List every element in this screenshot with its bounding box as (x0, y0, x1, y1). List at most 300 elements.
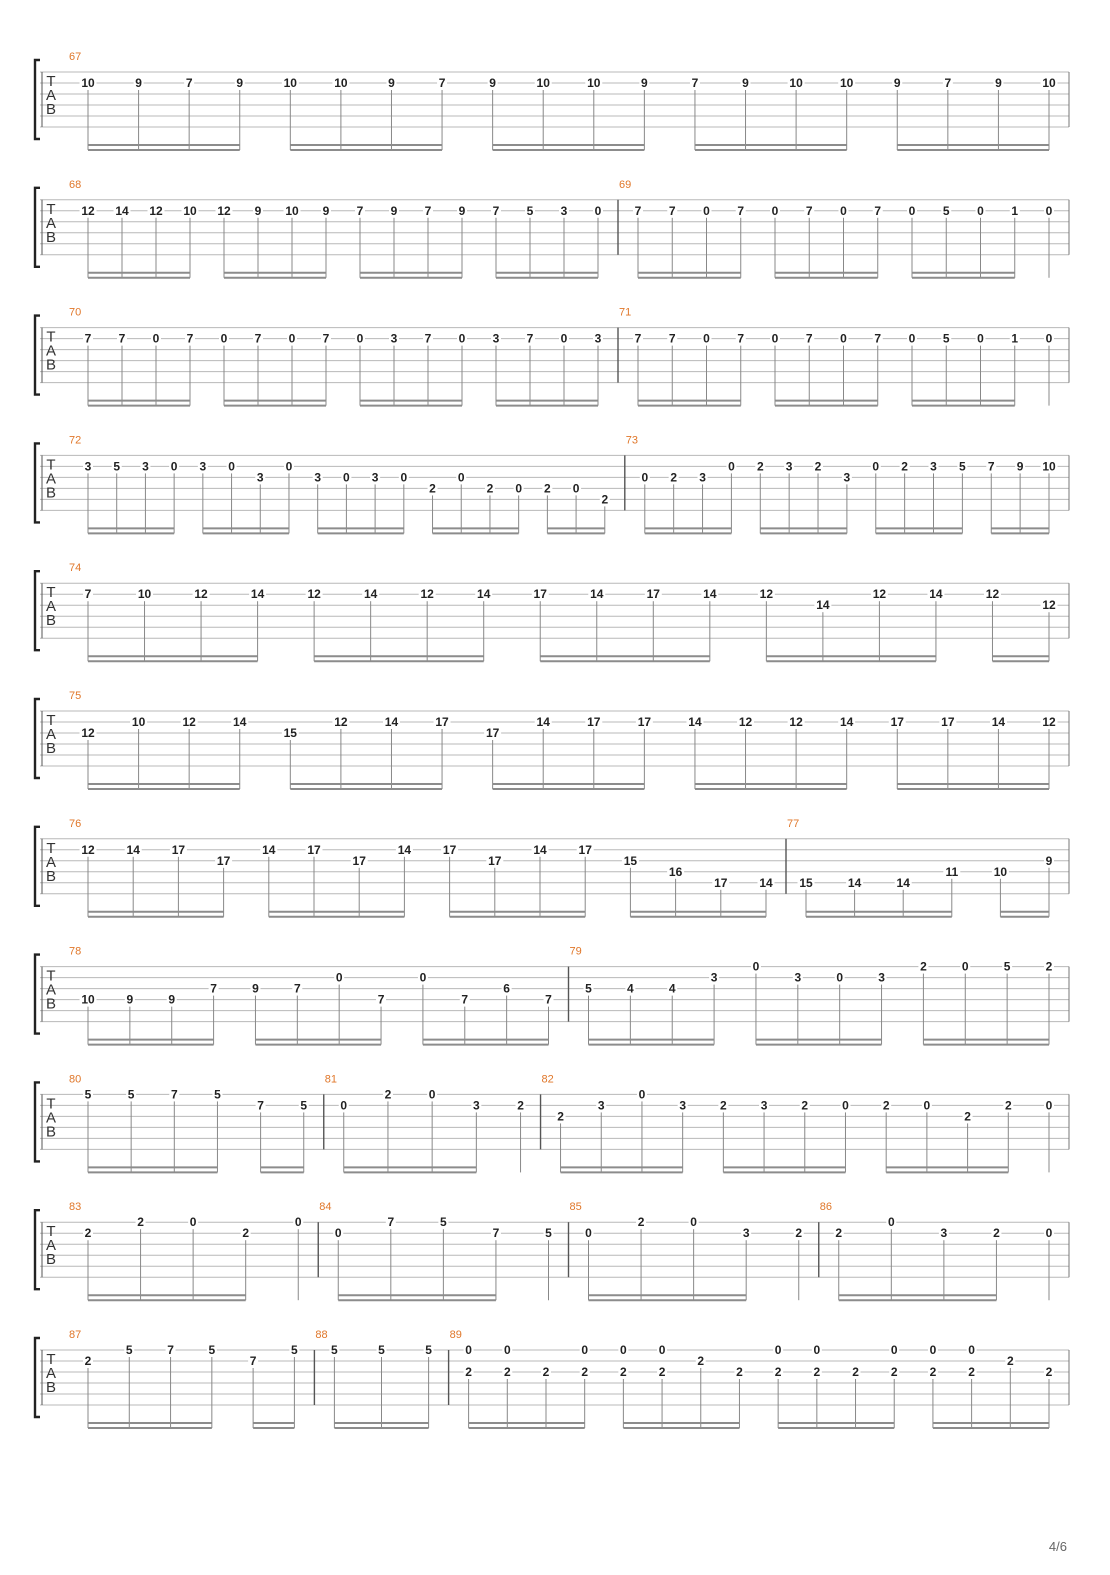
fret-number: 2 (517, 1098, 524, 1113)
fret-number: 2 (429, 481, 436, 496)
fret-number: 12 (1042, 598, 1056, 613)
fret-number: 7 (526, 331, 534, 346)
fret-number: 0 (170, 459, 178, 474)
fret-number: 16 (668, 864, 683, 879)
fret-number: 0 (908, 331, 916, 346)
fret-number: 14 (703, 587, 717, 602)
fret-number: 9 (1045, 853, 1053, 868)
page-number: 4/6 (1048, 1539, 1067, 1554)
fret-number: 7 (987, 459, 995, 474)
fret-number: 12 (738, 715, 753, 729)
system-bracket (35, 316, 40, 395)
fret-number: 5 (113, 459, 121, 474)
fret-number: 5 (1003, 959, 1011, 974)
fret-number: 3 (710, 970, 718, 985)
fret-number: 9 (489, 76, 496, 90)
fret-number: 0 (515, 481, 523, 496)
fret-number: 14 (896, 875, 910, 890)
fret-number: 5 (125, 1343, 133, 1357)
fret-number: 0 (560, 331, 568, 346)
fret-number: 10 (1042, 459, 1056, 474)
fret-number: 7 (424, 203, 432, 218)
fret-number: 9 (458, 203, 466, 218)
measure-number: 83 (69, 1201, 82, 1214)
clef-letter-a: A (45, 981, 57, 999)
measure-number: 72 (69, 434, 82, 447)
fret-number: 17 (578, 842, 592, 857)
clef-letter-t: T (46, 73, 56, 90)
clef-letter-a: A (45, 342, 57, 360)
fret-number: 15 (799, 875, 813, 890)
fret-number: 7 (737, 203, 745, 218)
measure-number: 85 (569, 1201, 582, 1214)
fret-number: 5 (208, 1343, 216, 1357)
fret-number: 10 (183, 203, 197, 218)
fret-number: 0 (1045, 331, 1053, 346)
fret-number: 7 (874, 203, 882, 218)
measure-number: 71 (619, 306, 632, 319)
fret-number: 9 (641, 76, 648, 90)
measure-number: 67 (69, 51, 82, 63)
fret-number: 15 (623, 853, 638, 868)
fret-number: 2 (968, 1365, 975, 1379)
fret-number: 2 (384, 1087, 392, 1102)
fret-number: 7 (944, 76, 952, 90)
fret-number: 0 (340, 1098, 348, 1113)
fret-number: 14 (250, 587, 265, 602)
fret-number: 2 (835, 1226, 843, 1241)
fret-number: 2 (814, 459, 822, 474)
fret-number: 2 (544, 481, 551, 496)
fret-number: 0 (220, 331, 228, 346)
clef-letter-b: B (45, 1123, 57, 1141)
fret-number: 0 (728, 459, 735, 474)
clef-letter-b: B (45, 1379, 57, 1396)
clef-letter-a: A (45, 853, 57, 871)
fret-number: 0 (977, 203, 984, 218)
fret-number: 0 (968, 1343, 975, 1357)
clef-letter-b: B (45, 612, 57, 630)
fret-number: 7 (210, 981, 217, 996)
fret-number: 0 (887, 1215, 895, 1230)
fret-number: 2 (697, 1354, 705, 1368)
fret-number: 17 (216, 853, 231, 868)
fret-number: 0 (638, 1087, 646, 1102)
clef-letter-a: A (45, 214, 57, 232)
measure-number: 76 (69, 817, 82, 830)
fret-number: 0 (152, 331, 160, 346)
fret-number: 0 (334, 1226, 342, 1241)
fret-number: 7 (634, 203, 642, 218)
fret-number: 0 (503, 1343, 511, 1357)
fret-number: 14 (590, 587, 604, 602)
fret-number: 7 (805, 331, 813, 346)
fret-number: 5 (526, 203, 534, 218)
fret-number: 9 (236, 76, 244, 90)
fret-number: 7 (118, 331, 126, 346)
fret-number: 2 (920, 959, 927, 974)
fret-number: 11 (945, 864, 959, 879)
fret-number: 7 (167, 1343, 174, 1357)
clef-letter-a: A (45, 1109, 57, 1127)
fret-number: 0 (872, 459, 880, 474)
fret-number: 17 (533, 587, 547, 602)
system-bracket (35, 1338, 40, 1417)
fret-number: 7 (322, 331, 330, 346)
fret-number: 0 (771, 331, 779, 346)
clef-letter-a: A (45, 1237, 57, 1255)
fret-number: 2 (795, 1226, 803, 1241)
fret-number: 3 (560, 203, 568, 218)
fret-number: 0 (1045, 203, 1053, 218)
measure-number: 86 (819, 1201, 832, 1214)
fret-number: 0 (465, 1343, 472, 1357)
clef-letter-t: T (46, 1095, 56, 1113)
fret-number: 0 (703, 203, 710, 218)
fret-number: 9 (322, 203, 330, 218)
fret-number: 7 (186, 331, 194, 346)
fret-number: 5 (440, 1215, 447, 1230)
fret-number: 0 (458, 331, 466, 346)
fret-number: 7 (492, 203, 500, 218)
fret-number: 2 (1045, 959, 1053, 974)
fret-number: 3 (594, 331, 602, 346)
fret-number: 3 (785, 459, 793, 474)
clef-letter-b: B (45, 1251, 57, 1269)
fret-number: 9 (390, 203, 398, 218)
fret-number: 2 (84, 1226, 92, 1241)
measure-number: 77 (787, 817, 800, 830)
fret-number: 5 (84, 1087, 92, 1102)
fret-number: 17 (171, 842, 186, 857)
fret-number: 3 (473, 1098, 480, 1113)
fret-number: 12 (81, 203, 95, 218)
fret-number: 4 (668, 981, 676, 996)
fret-number: 2 (852, 1365, 859, 1379)
fret-number: 10 (283, 76, 297, 90)
fret-number: 10 (137, 587, 152, 602)
fret-number: 14 (233, 715, 247, 729)
measure-number: 79 (569, 945, 582, 958)
fret-number: 12 (759, 587, 774, 602)
fret-number: 3 (699, 470, 706, 485)
fret-number: 2 (542, 1365, 550, 1379)
system-bracket (35, 443, 40, 522)
fret-number: 4 (627, 981, 634, 996)
fret-number: 2 (964, 1109, 971, 1124)
fret-number: 3 (930, 459, 937, 474)
fret-number: 7 (84, 587, 92, 602)
fret-number: 9 (388, 76, 395, 90)
fret-number: 7 (377, 992, 385, 1007)
fret-number: 5 (585, 981, 592, 996)
measure-number: 82 (541, 1073, 554, 1086)
fret-number: 2 (774, 1365, 782, 1379)
fret-number: 2 (486, 481, 494, 496)
fret-number: 2 (465, 1365, 472, 1379)
fret-number: 3 (492, 331, 500, 346)
fret-number: 0 (836, 970, 844, 985)
fret-number: 2 (901, 459, 908, 474)
fret-number: 12 (217, 203, 231, 218)
fret-number: 7 (634, 331, 642, 346)
fret-number: 3 (314, 470, 322, 485)
fret-number: 2 (882, 1098, 890, 1113)
fret-number: 2 (1045, 1365, 1053, 1379)
fret-number: 0 (620, 1343, 627, 1357)
fret-number: 0 (840, 203, 847, 218)
measure-number: 89 (449, 1329, 462, 1341)
fret-number: 0 (771, 203, 779, 218)
fret-number: 12 (194, 587, 208, 602)
fret-number: 14 (847, 875, 862, 890)
clef-letter-b: B (45, 867, 57, 885)
fret-number: 5 (425, 1343, 432, 1357)
fret-number: 17 (941, 715, 955, 729)
fret-number: 0 (335, 970, 343, 985)
measure-number: 69 (619, 178, 632, 191)
fret-number: 17 (435, 715, 449, 729)
fret-number: 17 (637, 715, 652, 729)
fret-number: 5 (291, 1343, 298, 1357)
fret-number: 0 (908, 203, 916, 218)
fret-number: 3 (878, 970, 885, 985)
fret-number: 0 (703, 331, 710, 346)
fret-number: 14 (536, 715, 550, 729)
clef-letter-a: A (45, 470, 57, 488)
fret-number: 14 (262, 842, 276, 857)
fret-number: 14 (688, 715, 702, 729)
fret-number: 10 (536, 76, 550, 90)
fret-number: 0 (813, 1343, 821, 1357)
fret-number: 0 (189, 1215, 197, 1230)
fret-number: 1 (1011, 331, 1019, 346)
measure-number: 75 (69, 690, 82, 702)
fret-number: 14 (363, 587, 378, 602)
system-bracket (35, 1082, 40, 1161)
clef-letter-b: B (45, 995, 57, 1013)
fret-number: 14 (115, 203, 129, 218)
fret-number: 5 (300, 1098, 308, 1113)
measure-number: 78 (69, 945, 82, 958)
fret-number: 0 (977, 331, 984, 346)
fret-number: 2 (637, 1215, 645, 1230)
fret-number: 3 (742, 1226, 750, 1241)
fret-number: 17 (442, 842, 457, 857)
measure-number: 84 (319, 1201, 332, 1214)
fret-number: 12 (789, 715, 803, 729)
fret-number: 5 (331, 1343, 338, 1357)
fret-number: 9 (742, 76, 749, 90)
fret-number: 2 (503, 1365, 511, 1379)
fret-number: 7 (254, 331, 262, 346)
fret-number: 2 (242, 1226, 250, 1241)
fret-number: 9 (995, 76, 1002, 90)
clef-letter-t: T (46, 839, 56, 857)
fret-number: 7 (737, 331, 745, 346)
fret-number: 0 (288, 331, 296, 346)
system-bracket (35, 188, 40, 267)
fret-number: 2 (929, 1365, 937, 1379)
fret-number: 9 (135, 76, 142, 90)
fret-number: 2 (601, 492, 609, 507)
measure-number: 81 (324, 1073, 337, 1086)
fret-number: 7 (170, 1087, 178, 1102)
fret-number: 3 (199, 459, 207, 474)
fret-number: 10 (587, 76, 601, 90)
fret-number: 2 (813, 1365, 821, 1379)
fret-number: 7 (84, 331, 92, 346)
measure-number: 87 (69, 1329, 82, 1341)
fret-number: 10 (131, 715, 146, 729)
clef-letter-b: B (45, 228, 57, 246)
fret-number: 17 (646, 587, 660, 602)
fret-number: 3 (679, 1098, 686, 1113)
fret-number: 0 (428, 1087, 436, 1102)
clef-letter-b: B (45, 484, 57, 502)
fret-number: 7 (461, 992, 469, 1007)
fret-number: 12 (182, 715, 196, 729)
fret-number: 6 (503, 981, 510, 996)
fret-number: 17 (714, 875, 728, 890)
fret-number: 7 (249, 1354, 257, 1368)
fret-number: 14 (533, 842, 547, 857)
system-bracket (35, 955, 40, 1034)
fret-number: 0 (228, 459, 235, 474)
fret-number: 12 (81, 726, 95, 740)
fret-number: 12 (985, 587, 1000, 602)
fret-number: 7 (293, 981, 301, 996)
fret-number: 2 (581, 1365, 589, 1379)
fret-number: 12 (149, 203, 163, 218)
clef-letter-t: T (46, 200, 56, 218)
fret-number: 0 (923, 1098, 931, 1113)
fret-number: 5 (127, 1087, 135, 1102)
fret-number: 14 (816, 598, 830, 613)
fret-number: 10 (840, 76, 854, 90)
clef-letter-t: T (46, 456, 56, 474)
fret-number: 7 (387, 1215, 395, 1230)
fret-number: 9 (1016, 459, 1024, 474)
fret-number: 17 (488, 853, 502, 868)
fret-number: 2 (756, 459, 764, 474)
fret-number: 0 (1045, 1098, 1053, 1113)
measure-number: 70 (69, 306, 82, 319)
fret-number: 14 (477, 587, 491, 602)
fret-number: 17 (307, 842, 321, 857)
fret-number: 3 (760, 1098, 768, 1113)
clef-letter-t: T (46, 584, 56, 602)
fret-number: 7 (185, 76, 193, 90)
fret-number: 2 (1006, 1354, 1014, 1368)
measure-number: 73 (625, 434, 639, 447)
fret-number: 0 (658, 1343, 666, 1357)
fret-number: 0 (294, 1215, 302, 1230)
fret-number: 0 (1045, 1226, 1053, 1241)
fret-number: 10 (334, 76, 348, 90)
fret-number: 9 (126, 992, 134, 1007)
fret-number: 7 (668, 203, 676, 218)
fret-number: 3 (940, 1226, 948, 1241)
clef-letter-a: A (45, 726, 57, 743)
fret-number: 10 (81, 992, 95, 1007)
fret-number: 17 (890, 715, 904, 729)
clef-letter-t: T (46, 967, 56, 985)
system-bracket (35, 827, 40, 906)
fret-number: 3 (794, 970, 802, 985)
clef-letter-b: B (45, 740, 57, 757)
fret-number: 0 (840, 331, 847, 346)
fret-number: 3 (84, 459, 92, 474)
fret-number: 14 (929, 587, 943, 602)
fret-number: 7 (545, 992, 552, 1007)
fret-number: 7 (424, 331, 432, 346)
fret-number: 0 (419, 970, 427, 985)
fret-number: 12 (307, 587, 321, 602)
fret-number: 0 (356, 331, 364, 346)
fret-number: 12 (872, 587, 887, 602)
fret-number: 0 (585, 1226, 592, 1241)
fret-number: 5 (942, 203, 950, 218)
fret-number: 9 (254, 203, 262, 218)
clef-letter-a: A (45, 598, 57, 616)
fret-number: 7 (492, 1226, 500, 1241)
fret-number: 14 (759, 875, 773, 890)
fret-number: 2 (670, 470, 678, 485)
fret-number: 3 (597, 1098, 605, 1113)
clef-letter-b: B (45, 356, 57, 374)
fret-number: 7 (668, 331, 676, 346)
fret-number: 7 (257, 1098, 264, 1113)
clef-letter-b: B (45, 101, 57, 118)
measure-number: 74 (69, 562, 82, 575)
measure-number: 68 (69, 178, 82, 191)
fret-number: 0 (752, 959, 760, 974)
fret-number: 0 (929, 1343, 937, 1357)
fret-number: 14 (384, 715, 399, 729)
fret-number: 15 (283, 726, 297, 740)
fret-number: 14 (126, 842, 140, 857)
fret-number: 10 (993, 864, 1008, 879)
clef-letter-t: T (46, 1223, 56, 1241)
fret-number: 2 (993, 1226, 1000, 1241)
fret-number: 2 (720, 1098, 727, 1113)
fret-number: 0 (343, 470, 350, 485)
fret-number: 2 (658, 1365, 666, 1379)
fret-number: 5 (959, 459, 966, 474)
fret-number: 12 (334, 715, 348, 729)
fret-number: 14 (397, 842, 412, 857)
measure-number: 88 (315, 1329, 328, 1341)
fret-number: 0 (581, 1343, 589, 1357)
fret-number: 2 (137, 1215, 144, 1230)
fret-number: 0 (594, 203, 602, 218)
fret-number: 0 (457, 470, 465, 485)
fret-number: 2 (557, 1109, 564, 1124)
fret-number: 3 (843, 470, 851, 485)
fret-number: 0 (842, 1098, 849, 1113)
fret-number: 2 (801, 1098, 809, 1113)
system-bracket (35, 1210, 40, 1289)
clef-letter-a: A (45, 1365, 57, 1382)
system-bracket (35, 699, 40, 778)
fret-number: 2 (84, 1354, 92, 1368)
fret-number: 9 (893, 76, 901, 90)
fret-number: 10 (1042, 76, 1056, 90)
fret-number: 14 (840, 715, 854, 729)
fret-number: 5 (942, 331, 950, 346)
fret-number: 0 (400, 470, 408, 485)
